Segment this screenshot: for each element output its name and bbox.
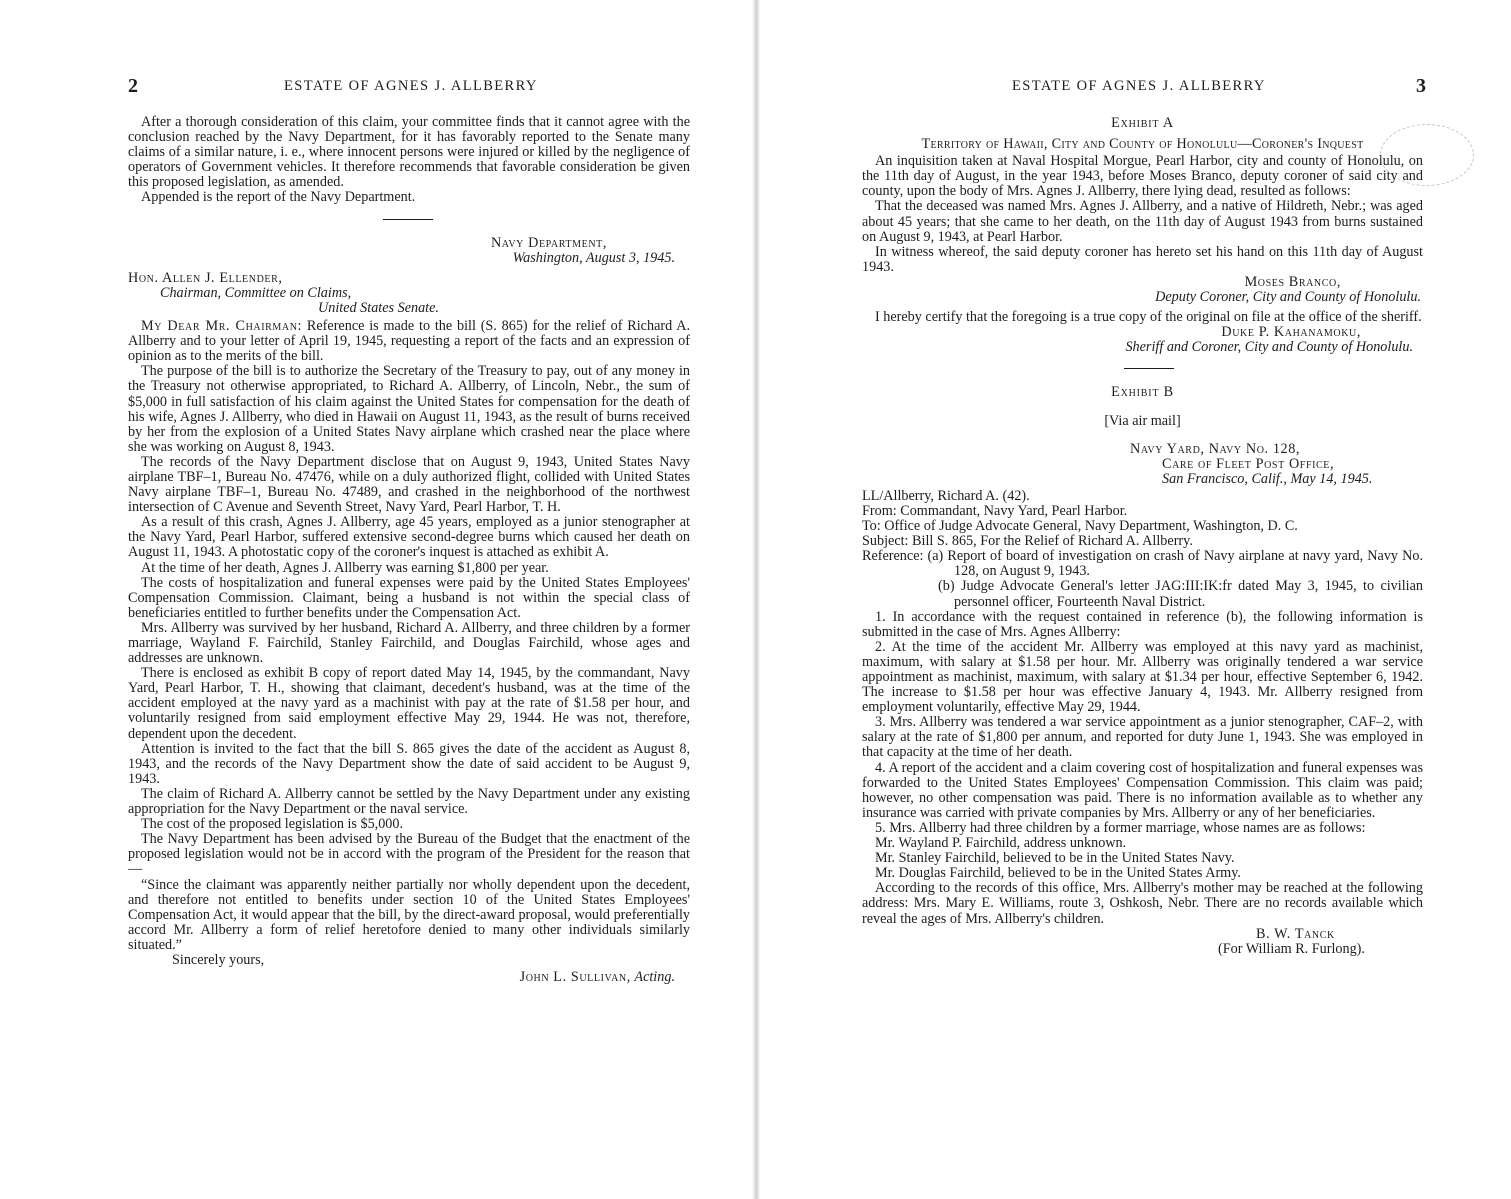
right-page	[756, 0, 1511, 1199]
letter-paragraph: As a result of this crash, Agnes J. Allberry, age 45 years, employed as a junior stenographer at the Navy Yard, Pearl Harbor, suffered extensive second-degree burns which caused her death on August 11, 1943. A photostatic copy of the coroner's inquest is attached as exhibit A.	[128, 514, 690, 561]
quoted-paragraph: “Since the claimant was apparently neither partially nor wholly dependent upon the decedent, and therefore not entitled to benefits under section 10 of the United States Employees' Compensation Act, it would appear that the bill, by the direct-award proposal, would preferentially accord Mr. Allberry a form of relief heretofore denied to many other individuals similarly situated.”	[128, 876, 690, 953]
left-page	[0, 0, 755, 1199]
right-body	[862, 116, 1423, 957]
exhibit-a-paragraph: An inquisition taken at Naval Hospital Morgue, Pearl Harbor, city and county of Honolulu, on the 11th day of August, in the year 1943, before Moses Branco, deputy coroner of said city and county, upon the body of Mrs. Agnes J. Allberry, there lying dead, resulted as follows:	[862, 153, 1423, 200]
signature	[128, 970, 690, 985]
letter-paragraph: The purpose of the bill is to authorize the Secretary of the Treasury to pay, out of any money in the Treasury not otherwise appropriated, to Richard A. Allberry, of Lincoln, Nebr., the sum of $5,000 in full satisfaction of his claim against the United States for compensation for the death of his wife, Agnes J. Allberry, who died in Hawaii on August 11, 1943, as the result of burns received by her from the explosion of a United States Navy airplane which crashed near the place where she was working on August 8, 1943.	[128, 363, 690, 455]
child-entry: Mr. Douglas Fairchild, believed to be in the United States Army.	[875, 865, 1241, 882]
coroner-signature-name: Moses Branco,	[1244, 273, 1341, 290]
signature-role: Acting.	[634, 969, 675, 986]
exhibit-b-paragraph: 1. In accordance with the request contained in reference (b), the following information is submitted in the case of Mrs. Agnes Allberry:	[862, 608, 1423, 640]
letter-date: Washington, August 3, 1945.	[512, 249, 675, 266]
letter-from: Navy Department,	[490, 234, 607, 251]
reference-a: Reference: (a) Report of board of investigation on crash of Navy airplane at navy yard, Navy No. 128, on August 9, 1943.	[862, 548, 1423, 580]
letter-paragraph: Attention is invited to the fact that the bill S. 865 gives the date of the accident as August 8, 1943, and the records of the Navy Department show the date of said accident to be August 9, 1943.	[128, 740, 690, 787]
exhibit-b-paragraph: According to the records of this office, Mrs. Allberry's mother may be reached at the following address: Mrs. Mary E. Williams, route 3, Oshkosh, Nebr. There are no records available which reveal the ages of Mrs. Allberry's children.	[862, 880, 1423, 927]
memo-line: To: Office of Judge Advocate General, Navy Department, Washington, D. C.	[862, 518, 1298, 535]
exhibit-a-caption: Territory of Hawaii, City and County of Honolulu—Coroner's Inquest	[921, 136, 1364, 153]
from-address-line: Navy Yard, Navy No. 128,	[1130, 440, 1301, 457]
letter-paragraph: The Navy Department has been advised by the Bureau of the Budget that the enactment of the proposed legislation would not be in accord with the program of the President for the reason that—	[128, 831, 690, 878]
sheriff-signature-title: Sheriff and Coroner, City and County of Honolulu.	[1125, 339, 1413, 356]
memo-line: From: Commandant, Navy Yard, Pearl Harbor.	[862, 502, 1128, 519]
salutation-paragraph	[128, 319, 690, 364]
addressee-name: Hon. Allen J. Ellender,	[128, 269, 283, 286]
child-entry: Mr. Stanley Fairchild, believed to be in the United States Navy.	[875, 850, 1235, 867]
exhibit-b-signature-name: B. W. Tanck	[1256, 925, 1335, 942]
child-entry: Mr. Wayland P. Fairchild, address unknown.	[875, 835, 1127, 852]
letter-paragraph: There is enclosed as exhibit B copy of report dated May 14, 1945, by the commandant, Navy Yard, Pearl Harbor, T. H., showing that claimant, decedent's husband, was at the time of the accident employed at the navy yard as a machinist with pay at the rate of $1.58 per hour, and voluntarily resigned from said employment effective May 29, 1944. He was not, therefore, dependent upon the decedent.	[128, 665, 690, 742]
page-number: 3	[1416, 75, 1426, 97]
salutation: My Dear Mr. Chairman:	[141, 318, 303, 335]
memo-line: Subject: Bill S. 865, For the Relief of Richard A. Allberry.	[862, 533, 1193, 550]
via-air-mail: [Via air mail]	[1104, 412, 1181, 429]
letter-paragraph: At the time of her death, Agnes J. Allberry was earning $1,800 per year.	[141, 559, 549, 576]
coroner-signature-title: Deputy Coroner, City and County of Honolulu.	[1155, 289, 1421, 306]
letter-paragraph: The records of the Navy Department disclose that on August 9, 1943, United States Navy airplane TBF–1, Bureau No. 47476, while on a duly authorized flight, collided with United States Navy airplane TBF–1, Bureau No. 47489, and crashed in the neighborhood of the northwest intersection of C Avenue and Seventh Street, Navy Yard, Pearl Harbor, T. H.	[128, 453, 690, 516]
letter-paragraph: Mrs. Allberry was survived by her husband, Richard A. Allberry, and three children by a former marriage, Wayland F. Fairchild, Stanley Fairchild, and Douglas Fairchild, whose ages and addresses are unknown.	[128, 619, 690, 667]
left-body	[128, 115, 690, 985]
letter-paragraph: The cost of the proposed legislation is $5,000.	[141, 816, 404, 833]
from-address-line: Care of Fleet Post Office,	[1162, 455, 1335, 472]
running-head: ESTATE OF AGNES J. ALLBERRY	[1012, 78, 1266, 94]
exhibit-a-heading: Exhibit A	[1111, 115, 1174, 131]
exhibit-a-paragraph: In witness whereof, the said deputy coroner has hereto set his hand on this 11th day of August 1943.	[862, 243, 1423, 275]
running-head: ESTATE OF AGNES J. ALLBERRY	[284, 78, 538, 94]
section-divider	[1124, 368, 1174, 369]
reference-b: (b) Judge Advocate General's letter JAG:III:IK:fr dated May 3, 1945, to civilian personnel officer, Fourteenth Naval District.	[938, 578, 1423, 610]
exhibit-b-paragraph: 2. At the time of the accident Mr. Allberry was employed at this navy yard as machinist, maximum, with salary at $1.58 per hour. Mr. Allberry was originally tendered a war service appointment as machinist, maximum, with salary at $1.34 per hour, effective September 6, 1942. The increase to $1.58 per hour was effective January 4, 1943. Mr. Allberry resigned from employment voluntarily, effective May 29, 1944.	[862, 638, 1423, 716]
exhibit-b-paragraph: 5. Mrs. Allberry had three children by a former marriage, whose names are as follows:	[875, 819, 1366, 836]
sheriff-signature-name: Duke P. Kahanamoku,	[1221, 324, 1361, 341]
letter-paragraph: The costs of hospitalization and funeral expenses were paid by the United States Employees' Compensation Commission. Claimant, being a husband is not within the special class of beneficiaries entitled to further benefits under the Compensation Act.	[128, 574, 690, 621]
addressee-title: Chairman, Committee on Claims,	[160, 284, 352, 301]
exhibit-b-paragraph: 4. A report of the accident and a claim covering cost of hospitalization and funeral expenses was forwarded to the United States Employees' Compensation Commission. This claim was paid; however, no other compensation was paid. There is no information available as to whether any insurance was carried with private companies by Mrs. Allberry or any of her beneficiaries.	[862, 759, 1423, 821]
paragraph: After a thorough consideration of this claim, your committee finds that it cannot agree with the conclusion reached by the Navy Department, for it has favorably reported to the Senate many claims of a similar nature, i. e., where innocent persons were injured or killed by the negligence of operators of Government vehicles. It therefore recommends that favorable consideration be given this proposed legislation, as amended.	[128, 114, 690, 191]
from-address-date: San Francisco, Calif., May 14, 1945.	[1162, 470, 1373, 487]
exhibit-a-paragraph: That the deceased was named Mrs. Agnes J. Allberry, and a native of Hildreth, Nebr.; was aged about 45 years; that she came to her death, on the 11th day of August 1943 from burns sustained on August 9, 1943, at Pearl Harbor.	[862, 198, 1423, 245]
letter-paragraph: Reference is made to the bill (S. 865) for the relief of Richard A. Allberry and to your letter of April 19, 1945, requesting a report of the facts and an expression of opinion as to the merits of the bill.	[128, 318, 691, 365]
paragraph: Appended is the report of the Navy Department.	[141, 189, 416, 206]
closing: Sincerely yours,	[172, 951, 265, 968]
page-number: 2	[128, 75, 138, 97]
memo-line: LL/Allberry, Richard A. (42).	[862, 487, 1030, 504]
faint-stamp-mark	[1380, 124, 1474, 186]
exhibit-b-heading: Exhibit B	[1111, 384, 1174, 401]
letter-paragraph: The claim of Richard A. Allberry cannot be settled by the Navy Department under any existing appropriation for the Navy Department or the naval service.	[128, 785, 690, 818]
signature-name: John L. Sullivan,	[519, 969, 631, 986]
section-divider	[383, 219, 433, 220]
exhibit-b-paragraph: 3. Mrs. Allberry was tendered a war service appointment as a junior stenographer, CAF–2, with salary at the rate of $1,800 per annum, and reported for duty June 1, 1943. She was employed in that capacity at the time of her death.	[862, 714, 1423, 761]
addressee-org: United States Senate.	[318, 299, 439, 316]
certification: I hereby certify that the foregoing is a true copy of the original on file at the office of the sheriff.	[875, 309, 1422, 326]
exhibit-b-signature-for: (For William R. Furlong).	[1218, 940, 1365, 957]
